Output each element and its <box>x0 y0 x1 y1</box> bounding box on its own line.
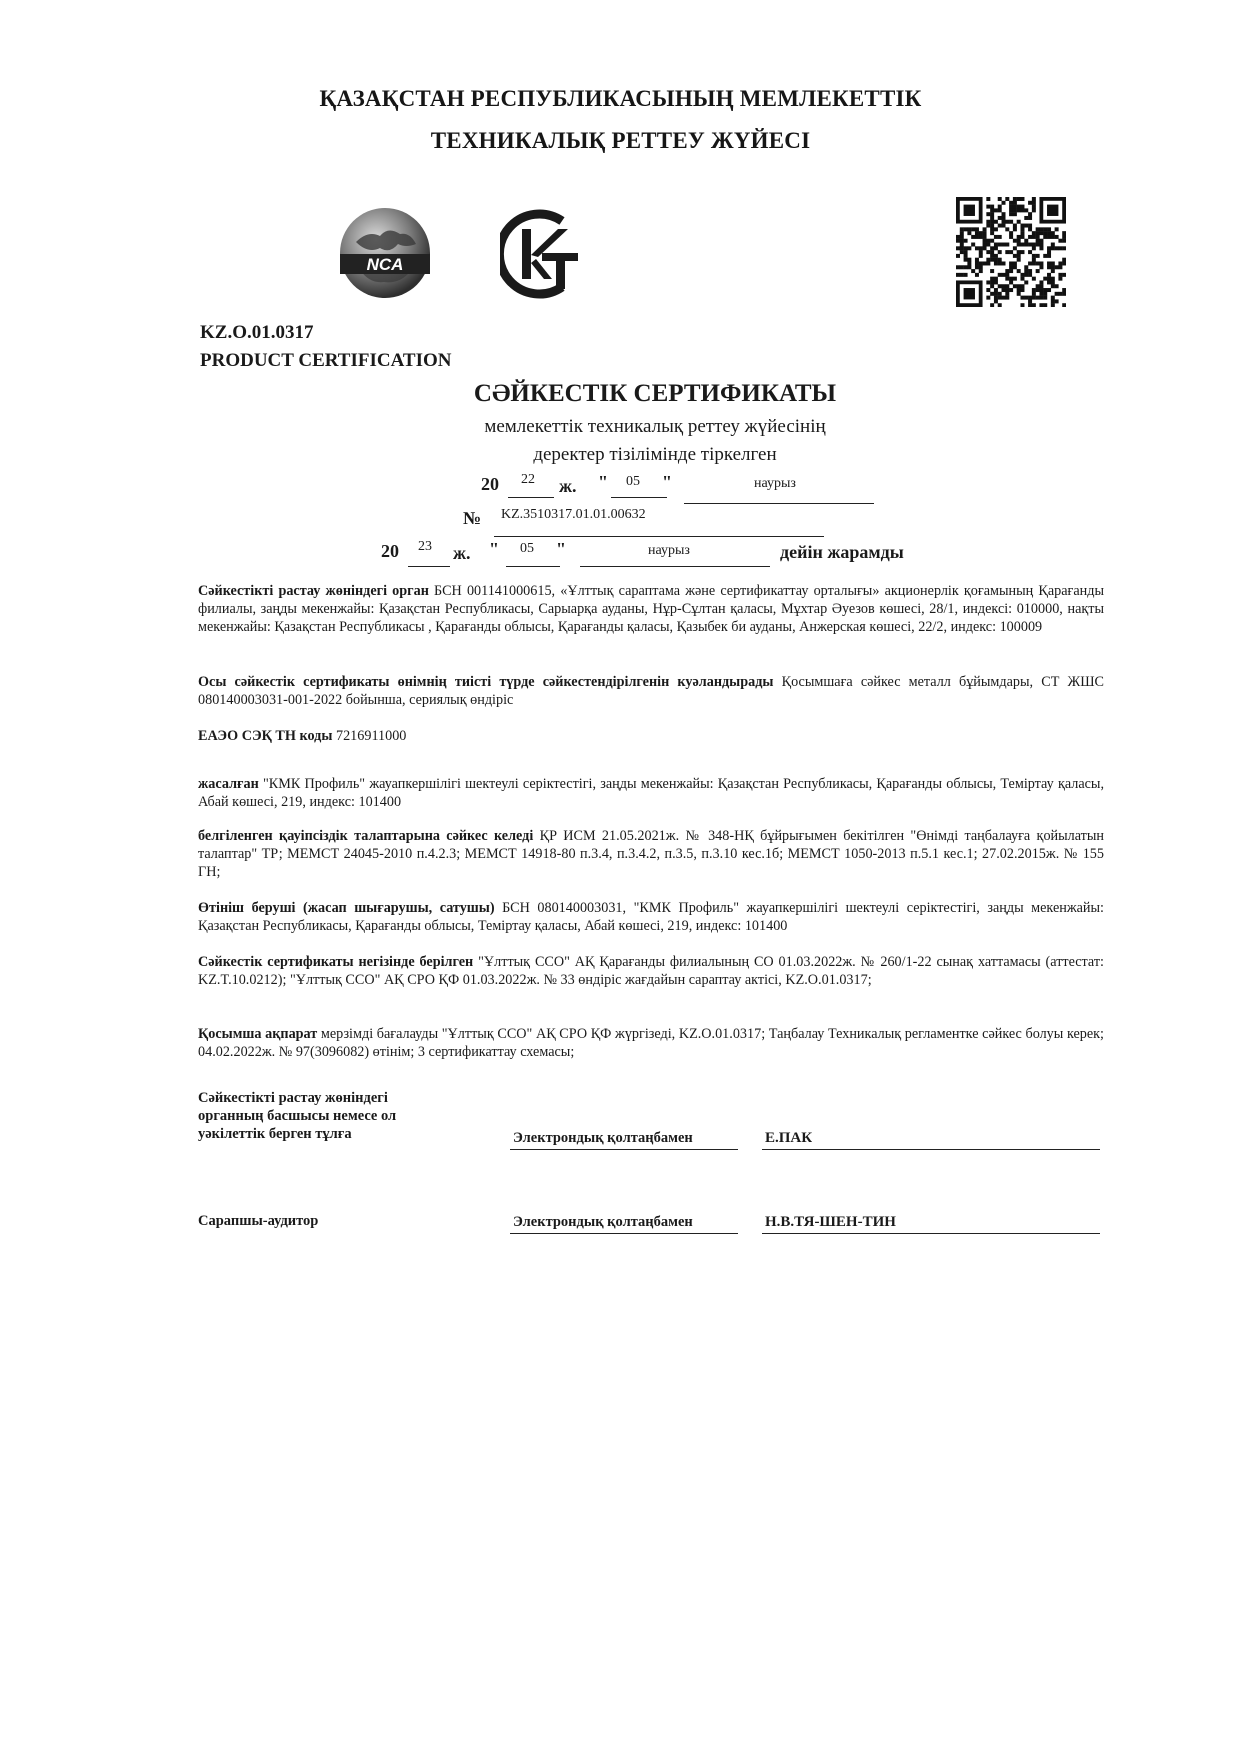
kt-conformity-mark-icon <box>500 205 586 303</box>
valid-prefix: 20 <box>381 541 399 561</box>
tn-code-value: 7216911000 <box>335 728 407 744</box>
auditor-signature-method: Электрондық қолтаңбамен <box>513 1214 693 1230</box>
globe-logo-icon <box>336 204 434 302</box>
qr-code-icon <box>956 197 1066 307</box>
valid-quote-open: " <box>489 539 499 559</box>
certificate-title: СӘЙКЕСТІК СЕРТИФИКАТЫ <box>473 380 837 407</box>
auditor-label: Сарапшы-аудитор <box>198 1213 319 1229</box>
certificate-number: KZ.3510317.01.01.00632 <box>501 507 646 522</box>
manufacturer-label: жасалған <box>198 776 259 792</box>
subtitle-line-1: мемлекеттік техникалық реттеу жүйесінің <box>484 416 826 437</box>
manufacturer-text: "КМК Профиль" жауапкершілігі шектеулі серіктестігі, заңды мекенжайы: Қазақстан Республикасы, Қарағанды облысы, Теміртау қаласы, Абай көшесі, 219, индекс: 101400 <box>198 776 1105 810</box>
header-line-2: ТЕХНИКАЛЫҚ РЕТТЕУ ЖҮЙЕСІ <box>430 128 811 153</box>
certification-body-text: БСН 001141000615, «Ұлттық сараптама және сертификаттау орталығы» акционерлік қоғамының Қарағанды филиалы, заңды мекенжайы: Қазақстан Республикасы, Сарыарқа ауданы, Нұр-Сұлтан қаласы, Мұхтар Әуезов көшесі, 28/1, индексі: 010000, нақты мекенжайы: Қазақстан Республикасы , Қарағанды облысы, Қарағанды қаласы, Қазыбек би ауданы, Анжерская көшесі, 22/2, индекс: 100009 <box>198 583 1105 635</box>
registry-code: KZ.O.01.0317 <box>200 322 314 343</box>
head-signature-method: Электрондық қолтаңбамен <box>513 1130 693 1146</box>
issue-year-suffix: ж. <box>559 476 577 496</box>
valid-quote-close: " <box>556 539 566 559</box>
valid-month: наурыз <box>648 543 690 558</box>
requirements-text: ҚР ИСМ 21.05.2021ж. № 348-НҚ бұйрығымен бекітілген "Өнімді таңбалауға қойылатын талаптар" ТР; МЕМСТ 24045-2010 п.4.2.3; МЕМСТ 14918-80 п.3.4, п.3.4.2, п.3.5, п.3.10 кес.1б; МЕМСТ 1050-2013 п.5.1 кес.1; 27.02.2015ж. № 155 ГН; <box>198 828 1105 880</box>
tn-code-paragraph <box>198 727 1104 745</box>
head-label-line-3: уәкілеттік берген тұлға <box>198 1126 352 1142</box>
manufacturer-paragraph <box>198 775 1104 811</box>
head-label-line-1: Сәйкестікті растау жөніндегі <box>198 1090 388 1106</box>
issue-month: наурыз <box>754 476 796 491</box>
basis-text: "Ұлттық ССО" АҚ Қарағанды филиалының СО 01.03.2022ж. № 260/1-22 сынақ хаттамасы (аттестат: KZ.T.10.0212); "Ұлттық ССО" АҚ СРО ҚФ 01.03.2022ж. № 33 өндіріс жағдайын сараптау актісі, KZ.O.01.0317; <box>198 954 1104 988</box>
number-label: № <box>463 508 482 528</box>
applicant-label: Өтініш беруші (жасап шығарушы, сатушы) <box>198 900 495 916</box>
nca-logo-text: NCA <box>366 255 404 274</box>
certificate-scope-paragraph <box>198 673 1104 709</box>
applicant-paragraph <box>198 899 1104 935</box>
valid-suffix: дейін жарамды <box>780 542 904 562</box>
certification-body-paragraph <box>198 582 1104 636</box>
requirements-label: белгіленген қауіпсіздік талаптарына сәйкес келеді <box>198 828 534 844</box>
section-title: PRODUCT CERTIFICATION <box>200 350 452 371</box>
valid-year: 23 <box>418 539 432 554</box>
valid-day: 05 <box>520 541 534 556</box>
basis-label: Сәйкестік сертификаты негізінде берілген <box>198 954 474 970</box>
additional-info-label: Қосымша ақпарат <box>198 1026 318 1042</box>
additional-info-paragraph <box>198 1025 1104 1061</box>
applicant-text: БСН 080140003031, "КМК Профиль" жауапкершілігі шектеулі серіктестігі, заңды мекенжайы: Қазақстан Республикасы, Қарағанды облысы, Теміртау қаласы, Абай көшесі, 219, индекс: 101400 <box>198 900 1105 934</box>
auditor-name: Н.В.ТЯ-ШЕН-ТИН <box>765 1214 896 1230</box>
certificate-scope-label: Осы сәйкестік сертификаты өнімнің тиісті түрде сәйкестендірілгенін куәландырады <box>198 674 774 690</box>
issue-prefix: 20 <box>481 474 499 494</box>
tn-code-label: ЕАЭО СЭҚ ТН коды <box>198 728 333 744</box>
requirements-paragraph <box>198 827 1104 881</box>
head-signatory-label <box>198 1089 396 1143</box>
header-line-1: ҚАЗАҚСТАН РЕСПУБЛИКАСЫНЫҢ МЕМЛЕКЕТТІК <box>319 86 922 111</box>
head-label-line-2: органның басшысы немесе ол <box>198 1108 397 1124</box>
basis-paragraph <box>198 953 1104 989</box>
issue-quote-open: " <box>598 472 608 492</box>
subtitle-line-2: деректер тізілімінде тіркелген <box>533 444 777 465</box>
certification-body-label: Сәйкестікті растау жөніндегі орган <box>198 583 429 599</box>
issue-quote-close: " <box>662 472 672 492</box>
certificate-scope-text: Қосымшаға сәйкес металл бұйымдары, СТ ЖШС 080140003031-001-2022 бойынша, сериялық өндіріс <box>198 674 1104 708</box>
head-signatory-name: Е.ПАК <box>765 1130 813 1146</box>
valid-year-suffix: ж. <box>453 543 471 563</box>
additional-info-text: мерзімді бағалауды "Ұлттық ССО" АҚ СРО ҚФ жүргізеді, KZ.O.01.0317; Таңбалау Техникалық регламентке сәйкес болуы керек; 04.02.2022ж. № 97(3096082) өтінім; 3 сертификаттау схемасы; <box>198 1026 1105 1060</box>
issue-year: 22 <box>521 472 535 487</box>
issue-day: 05 <box>626 474 640 489</box>
